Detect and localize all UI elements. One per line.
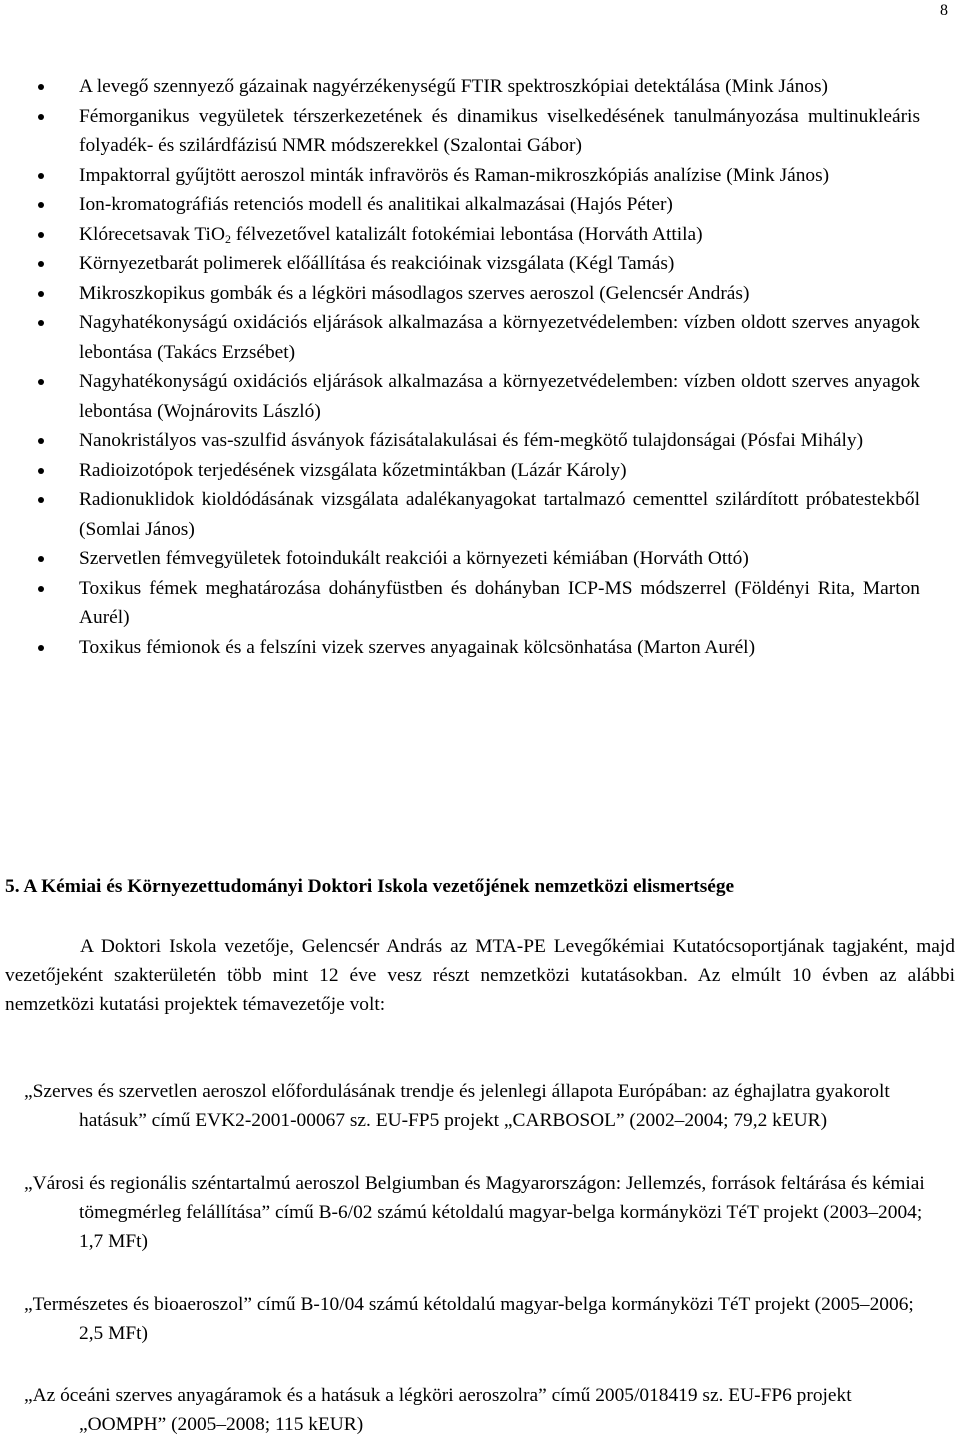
bullet-icon — [38, 556, 44, 562]
list-item-text-post: félvezetővel katalizált fotokémiai lebontása (Horváth Attila) — [230, 223, 703, 245]
bullet-icon — [38, 202, 44, 208]
list-item-text: Toxikus fémek meghatározása dohányfüstben és dohányban ICP-MS módszerrel (Földényi Rita, Marton Aurél) — [79, 577, 920, 628]
bullet-icon — [38, 586, 44, 592]
list-item-text: Radionuklidok kioldódásának vizsgálata adalékanyagokat tartalmazó cementtel szilárdított próbatestekből (Somlai János) — [79, 489, 920, 540]
list-item — [0, 190, 960, 220]
list-item — [0, 574, 960, 633]
list-item-text: Mikroszkopikus gombák és a légköri másodlagos szerves aeroszol (Gelencsér András) — [79, 282, 750, 304]
list-item-text: Nagyhatékonyságú oxidációs eljárások alkalmazása a környezetvédelemben: vízben oldott szerves anyagok lebontása (Wojnárovits László) — [79, 371, 920, 422]
bullet-icon — [38, 114, 44, 120]
project-item: „Az óceáni szerves anyagáramok és a hatásuk a légköri aeroszolra” című 2005/018419 sz. EU-FP6 projekt „OOMPH” (2005–2008; 115 kEUR) — [24, 1385, 852, 1435]
project-item: „Szerves és szervetlen aeroszol előfordulásának trendje és jelenlegi állapota Európában: az éghajlatra gyakorolt hatásuk” című EVK2-2001-00067 sz. EU-FP5 projekt „CARBOSOL” (2002–2004; 79,2 kEUR) — [24, 1081, 890, 1131]
subscript: 2 — [224, 231, 231, 246]
list-item — [0, 426, 960, 456]
list-item-text: Radioizotópok terjedésének vizsgálata kőzetmintákban (Lázár Károly) — [79, 459, 627, 481]
project-item: „Természetes és bioaeroszol” című B-10/04 számú kétoldalú magyar-belga kormányközi TéT projekt (2005–2006; 2,5 MFt) — [24, 1294, 914, 1344]
bullet-icon — [38, 232, 44, 238]
list-item-text: A levegő szennyező gázainak nagyérzékenységű FTIR spektroszkópiai detektálása (Mink János) — [79, 76, 828, 97]
project-item: „Városi és regionális széntartalmú aeroszol Belgiumban és Magyarországon: Jellemzés, források feltárása és kémiai tömegmérleg felállítása” című B-6/02 számú kétoldalú magyar-belga kormányközi TéT projekt (2003–2004; 1,7 MFt) — [24, 1173, 925, 1252]
bullet-icon — [38, 320, 44, 326]
page-number: 8 — [940, 2, 948, 19]
bullet-icon — [38, 291, 44, 297]
bullet-icon — [38, 438, 44, 444]
list-item — [0, 72, 960, 102]
list-item-text: Szervetlen fémvegyületek fotoindukált reakciói a környezeti kémiában (Horváth Ottó) — [79, 548, 749, 569]
section-heading: 5. A Kémiai és Környezettudományi Doktori Iskola vezetőjének nemzetközi elismertsége — [5, 876, 735, 897]
topic-list — [0, 72, 960, 662]
list-item — [0, 161, 960, 191]
list-item-text: Toxikus fémionok és a felszíni vizek szerves anyagainak kölcsönhatása (Marton Aurél) — [79, 636, 756, 658]
bullet-icon — [38, 379, 44, 385]
list-item-text: Fémorganikus vegyületek térszerkezetének és dinamikus viselkedésének tanulmányozása multinukleáris folyadék- és szilárdfázisú NMR módszerekkel (Szalontai Gábor) — [79, 105, 920, 156]
list-item-text: Környezetbarát polimerek előállítása és reakcióinak vizsgálata (Kégl Tamás) — [79, 253, 675, 274]
list-item — [0, 544, 960, 574]
bullet-icon — [38, 84, 44, 90]
list-item-text: Nagyhatékonyságú oxidációs eljárások alkalmazása a környezetvédelemben: vízben oldott szerves anyagok lebontása (Takács Erzsébet) — [79, 312, 920, 363]
list-item — [0, 102, 960, 161]
list-item-text: Nanokristályos vas-szulfid ásványok fázisátalakulásai és fém-megkötő tulajdonságai (Pósfai Mihály) — [79, 430, 864, 451]
section-paragraph: A Doktori Iskola vezetője, Gelencsér András az MTA-PE Levegőkémiai Kutatócsoportjának tagjaként, majd vezetőjeként szakterületén több mint 12 éve vesz részt nemzetközi kutatásokban. Az elmúlt 10 évben az alábbi nemzetközi kutatási projektek témavezetője volt: — [5, 936, 955, 1015]
list-item — [0, 220, 960, 250]
bullet-icon — [38, 173, 44, 179]
list-item — [0, 485, 960, 544]
list-item-text: Ion-kromatográfiás retenciós modell és analitikai alkalmazásai (Hajós Péter) — [79, 194, 673, 215]
list-item — [0, 279, 960, 309]
list-item — [0, 308, 960, 367]
list-item — [0, 367, 960, 426]
list-item — [0, 249, 960, 279]
project-list — [0, 1077, 960, 1439]
bullet-icon — [38, 468, 44, 474]
list-item — [0, 633, 960, 663]
bullet-icon — [38, 645, 44, 651]
list-item-text: Impaktorral gyűjtött aeroszol minták infravörös és Raman-mikroszkópiás analízise (Mink János) — [79, 164, 830, 186]
bullet-icon — [38, 497, 44, 503]
bullet-icon — [38, 261, 44, 267]
list-item — [0, 456, 960, 486]
list-item-text-pre: Klórecetsavak TiO — [79, 223, 225, 245]
